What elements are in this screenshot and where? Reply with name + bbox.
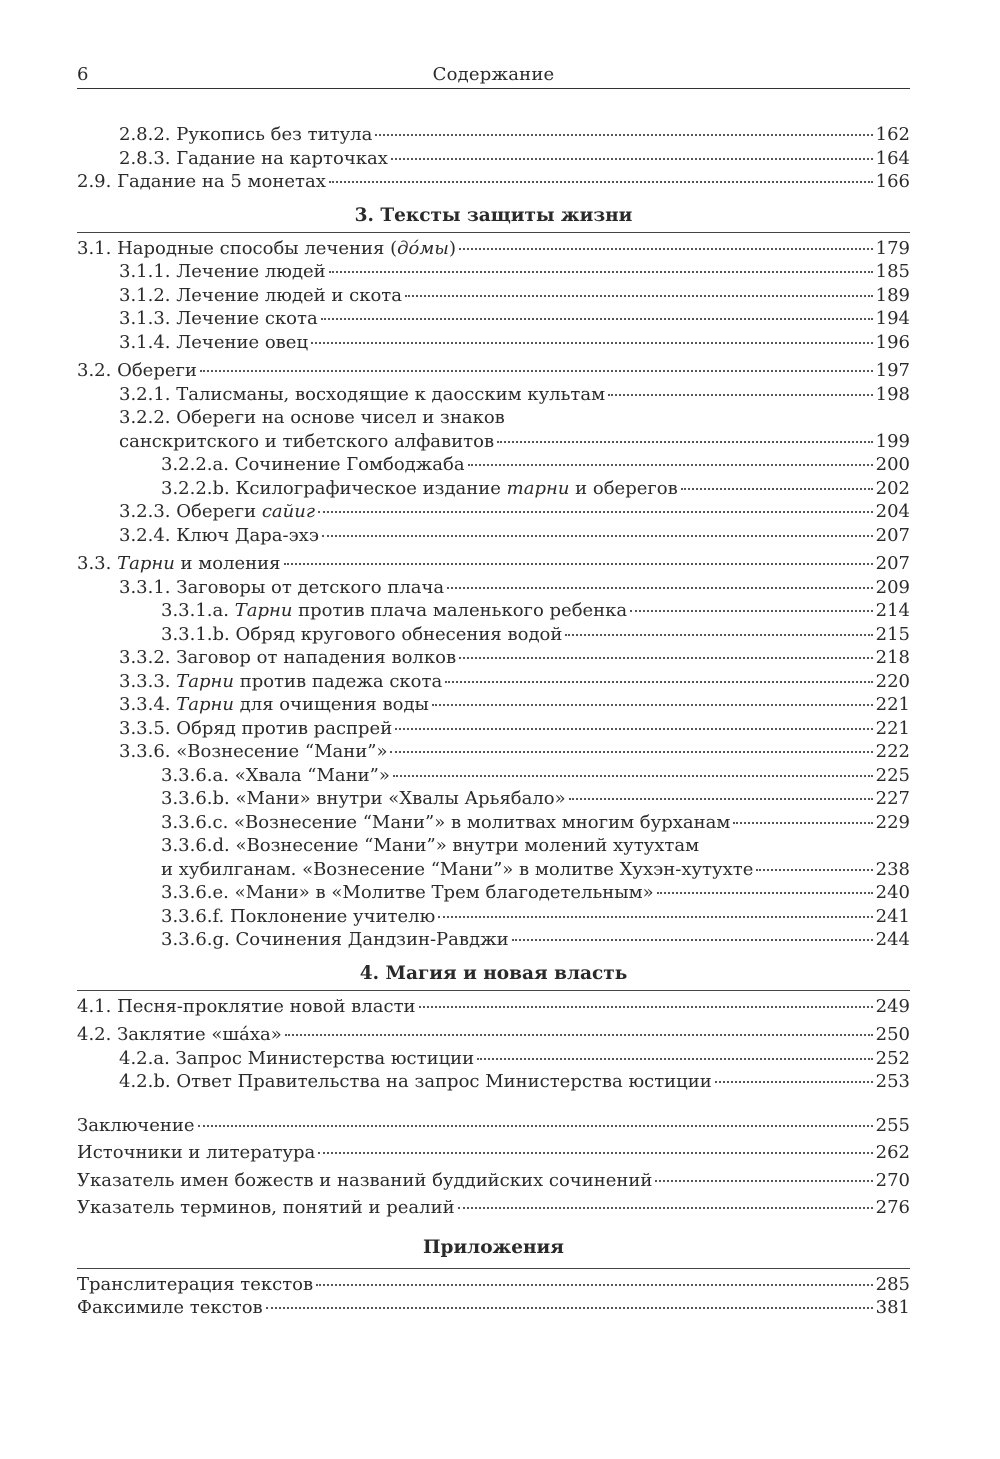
toc-entry-label: 4.2.b. Ответ Правительства на запрос Министерства юстиции <box>119 1071 712 1092</box>
toc-entry-label: 4.2. Заклятие «ша́ха» <box>77 1024 282 1045</box>
toc-entry-page: 253 <box>875 1071 910 1092</box>
toc-entry-label: Источники и литература <box>77 1142 316 1163</box>
dot-leader <box>458 1206 873 1209</box>
toc-entry-page: 221 <box>875 694 910 715</box>
toc-entry-page: 215 <box>875 623 910 645</box>
toc-entry-page: 222 <box>875 741 910 762</box>
toc-entry-label: 4.2.a. Запрос Министерства юстиции <box>119 1047 475 1069</box>
toc-entry-3-1-4[interactable] <box>77 331 910 355</box>
dot-leader <box>447 586 872 589</box>
dot-leader <box>630 609 872 612</box>
dot-leader <box>445 680 872 683</box>
dot-leader <box>497 440 873 443</box>
toc-entry-label: 3.3.6.g. Сочинения Дандзин-Равджи <box>161 929 509 950</box>
toc-entry-index-terms[interactable] <box>77 1196 910 1220</box>
toc-entry-page: 229 <box>875 811 910 833</box>
toc-entry-3-1[interactable] <box>77 237 910 261</box>
dot-leader <box>681 487 873 490</box>
toc-entry-transliteration[interactable] <box>77 1273 910 1297</box>
toc-entry-page: 196 <box>875 331 910 353</box>
dot-leader <box>608 393 873 396</box>
chapter-4-title: 4. Магия и новая власть <box>77 962 910 991</box>
toc-entry-label: 2.9. Гадание на 5 монетах <box>77 171 326 192</box>
toc-entry-3-1-1[interactable] <box>77 260 910 284</box>
dot-leader <box>569 797 873 800</box>
toc-entry-4-2-a[interactable] <box>77 1047 910 1071</box>
toc-entry-page: 225 <box>875 764 910 786</box>
toc-entry-label: 3.3.6.f. Поклонение учителю <box>161 905 436 927</box>
dot-leader <box>375 133 872 136</box>
table-of-contents <box>77 123 910 1320</box>
dot-leader <box>657 891 873 894</box>
toc-entry-page: 250 <box>875 1024 910 1045</box>
toc-entry-label: санскритского и тибетского алфавитов <box>119 430 495 452</box>
toc-entry-page: 164 <box>875 147 910 169</box>
toc-entry-page: 162 <box>875 124 910 145</box>
toc-entry-3-2-2-a[interactable] <box>77 453 910 477</box>
dot-leader <box>316 1283 872 1286</box>
toc-entry-3-3-2[interactable] <box>77 646 910 670</box>
dot-leader <box>419 1005 873 1008</box>
dot-leader <box>321 317 873 320</box>
toc-entry-page: 198 <box>875 383 910 405</box>
toc-entry-page: 227 <box>875 788 910 809</box>
toc-entry-3-2-3[interactable] <box>77 500 910 524</box>
toc-entry-3-3-6[interactable] <box>77 740 910 764</box>
dot-leader <box>468 463 873 466</box>
toc-entry-label: 3.2. Обереги <box>77 360 197 381</box>
toc-entry-3-2[interactable] <box>77 359 910 383</box>
page-number: 6 <box>77 64 89 85</box>
dot-leader <box>329 270 873 273</box>
dot-leader <box>318 510 873 513</box>
toc-entry-label: 3.3.3. Тарни против падежа скота <box>119 670 443 692</box>
toc-entry-page: 207 <box>875 524 910 546</box>
toc-entry-label: Указатель терминов, понятий и реалий <box>77 1197 455 1218</box>
toc-entry-3-3-6-b[interactable] <box>77 787 910 811</box>
dot-leader <box>459 247 873 250</box>
toc-entry-page: 207 <box>875 553 910 574</box>
toc-entry-3-1-2[interactable] <box>77 284 910 308</box>
toc-entry-page: 238 <box>875 858 910 880</box>
toc-entry-label: и хубилганам. «Вознесение “Мани”» в молитве Хухэн-хутухте <box>161 858 754 880</box>
toc-entry-page: 381 <box>875 1297 910 1318</box>
toc-entry-label: Транслитерация текстов <box>77 1273 314 1295</box>
toc-entry-page: 185 <box>875 261 910 282</box>
page-header <box>77 58 910 89</box>
toc-entry-3-2-1[interactable] <box>77 383 910 407</box>
toc-entry-label: 3.2.2.b. Ксилографическое издание тарни и оберегов <box>161 477 678 499</box>
toc-entry-3-2-2[interactable] <box>77 430 910 454</box>
toc-entry-label: 3.1.2. Лечение людей и скота <box>119 284 402 306</box>
toc-entry-label: 3.2.4. Ключ Дара-эхэ <box>119 524 319 546</box>
toc-entry-4-1[interactable] <box>77 995 910 1019</box>
toc-entry-3-3-6-f[interactable] <box>77 905 910 929</box>
toc-entry-4-2[interactable] <box>77 1023 910 1047</box>
toc-entry-page: 276 <box>875 1197 910 1218</box>
toc-entry-label: 3.3. Тарни и моления <box>77 553 281 574</box>
toc-entry-label: 3.1.3. Лечение скота <box>119 308 318 329</box>
chapter-3-title: 3. Тексты защиты жизни <box>77 204 910 233</box>
toc-entry-3-3-6-e[interactable] <box>77 881 910 905</box>
dot-leader <box>391 157 873 160</box>
running-title: Содержание <box>432 64 555 85</box>
dot-leader <box>655 1179 872 1182</box>
toc-entry-label: 3.2.2.a. Сочинение Гомбоджаба <box>161 454 465 475</box>
toc-entry-3-3[interactable] <box>77 552 910 576</box>
toc-entry-3-3-6-c[interactable] <box>77 811 910 835</box>
toc-entry-page: 199 <box>875 430 910 452</box>
toc-entry-page: 202 <box>875 477 910 499</box>
toc-entry-page: 209 <box>875 576 910 598</box>
toc-entry-sources[interactable] <box>77 1141 910 1165</box>
dot-leader <box>198 1124 873 1127</box>
dot-leader <box>393 774 873 777</box>
toc-entry-page: 255 <box>875 1114 910 1136</box>
dot-leader <box>329 180 873 183</box>
toc-entry-3-3-4[interactable] <box>77 693 910 717</box>
dot-leader <box>322 534 873 537</box>
appendices-rule <box>77 1268 910 1269</box>
dot-leader <box>285 1033 873 1036</box>
dot-leader <box>405 294 873 297</box>
toc-entry-2-8-3[interactable] <box>77 147 910 171</box>
toc-entry-3-3-1-a[interactable] <box>77 599 910 623</box>
toc-entry-facsimile[interactable] <box>77 1296 910 1320</box>
toc-entry-page: 221 <box>875 717 910 739</box>
toc-entry-label: Факсимиле текстов <box>77 1297 263 1318</box>
dot-leader <box>512 938 873 941</box>
dot-leader <box>318 1151 872 1154</box>
dot-leader <box>284 562 873 565</box>
toc-entry-label: 3.1. Народные способы лечения (до́мы) <box>77 237 456 259</box>
toc-page <box>77 58 910 1320</box>
toc-entry-conclusion[interactable] <box>77 1114 910 1138</box>
toc-entry-label: 3.1.1. Лечение людей <box>119 261 326 282</box>
toc-entry-page: 244 <box>875 929 910 950</box>
dot-leader <box>200 369 873 372</box>
toc-entry-label: 3.3.6.c. «Вознесение “Мани”» в молитвах многим бурханам <box>161 811 731 833</box>
toc-entry-label: 3.3.1.b. Обряд кругового обнесения водой <box>161 623 563 645</box>
dot-leader <box>459 656 873 659</box>
toc-entry-page: 270 <box>875 1169 910 1191</box>
toc-entry-page: 200 <box>875 454 910 475</box>
toc-entry-3-3-6-a[interactable] <box>77 764 910 788</box>
toc-entry-label: 3.3.6.a. «Хвала “Мани”» <box>161 764 390 786</box>
toc-entry-3-3-3[interactable] <box>77 670 910 694</box>
toc-entry-page: 262 <box>875 1142 910 1163</box>
dot-leader <box>266 1306 873 1309</box>
toc-entry-page: 218 <box>875 647 910 668</box>
toc-entry-3-3-6-g[interactable] <box>77 928 910 952</box>
toc-entry-label: 2.8.2. Рукопись без титула <box>119 124 373 145</box>
toc-entry-2-8-2[interactable] <box>77 123 910 147</box>
toc-entry-3-3-6-d[interactable] <box>77 858 910 882</box>
dot-leader <box>756 868 872 871</box>
toc-entry-label: 2.8.3. Гадание на карточках <box>119 147 388 169</box>
toc-entry-label: 3.3.1.a. Тарни против плача маленького ребенка <box>161 600 628 621</box>
toc-entry-label: 3.3.2. Заговор от нападения волков <box>119 647 457 668</box>
dot-leader <box>438 915 872 918</box>
toc-entry-label: 3.3.1. Заговоры от детского плача <box>119 576 445 598</box>
dot-leader <box>733 821 872 824</box>
toc-entry-page: 252 <box>875 1047 910 1069</box>
toc-entry-label: 3.3.6.b. «Мани» внутри «Хвалы Арьябало» <box>161 788 566 809</box>
toc-entry-page: 214 <box>875 600 910 621</box>
toc-entry-3-3-6-d-line1: 3.3.6.d. «Вознесение “Мани”» внутри молений хутухтам <box>161 835 700 856</box>
toc-entry-page: 166 <box>875 171 910 192</box>
toc-entry-page: 204 <box>875 501 910 522</box>
dot-leader <box>715 1080 873 1083</box>
toc-entry-page: 194 <box>875 308 910 329</box>
toc-entry-label: 3.2.1. Талисманы, восходящие к даосским культам <box>119 383 606 405</box>
toc-entry-label: 3.3.4. Тарни для очищения воды <box>119 694 429 715</box>
toc-entry-label: 3.2.3. Обереги сайиг <box>119 501 315 522</box>
toc-entry-page: 241 <box>875 905 910 927</box>
toc-entry-3-3-5[interactable] <box>77 717 910 741</box>
toc-entry-3-2-4[interactable] <box>77 524 910 548</box>
toc-entry-label: Указатель имен божеств и названий буддийских сочинений <box>77 1169 653 1191</box>
toc-entry-3-1-3[interactable] <box>77 307 910 331</box>
toc-entry-label: Заключение <box>77 1114 195 1136</box>
dot-leader <box>311 341 873 344</box>
toc-entry-index-deities[interactable] <box>77 1169 910 1193</box>
dot-leader <box>565 633 872 636</box>
toc-entry-label: 3.1.4. Лечение овец <box>119 331 309 353</box>
dot-leader <box>477 1057 872 1060</box>
toc-entry-page: 197 <box>875 360 910 381</box>
toc-entry-page: 189 <box>875 284 910 306</box>
toc-entry-4-2-b[interactable] <box>77 1070 910 1094</box>
toc-entry-3-2-2-b[interactable] <box>77 477 910 501</box>
dot-leader <box>390 750 872 753</box>
toc-entry-label: 3.3.5. Обряд против распрей <box>119 717 393 739</box>
dot-leader <box>395 727 872 730</box>
toc-entry-page: 285 <box>875 1273 910 1295</box>
toc-entry-3-3-1-b[interactable] <box>77 623 910 647</box>
toc-entry-2-9[interactable] <box>77 170 910 194</box>
toc-entry-page: 220 <box>875 670 910 692</box>
toc-entry-page: 179 <box>875 237 910 259</box>
toc-entry-3-3-1[interactable] <box>77 576 910 600</box>
toc-entry-page: 240 <box>875 882 910 903</box>
toc-entry-page: 249 <box>875 995 910 1017</box>
toc-entry-label: 3.3.6.e. «Мани» в «Молитве Трем благодетельным» <box>161 882 654 903</box>
toc-entry-3-2-2-line1: 3.2.2. Обереги на основе чисел и знаков <box>119 407 505 428</box>
toc-entry-label: 4.1. Песня-проклятие новой власти <box>77 995 416 1017</box>
toc-entry-label: 3.3.6. «Вознесение “Мани”» <box>119 741 388 762</box>
appendices-title: Приложения <box>423 1236 564 1258</box>
dot-leader <box>432 703 873 706</box>
